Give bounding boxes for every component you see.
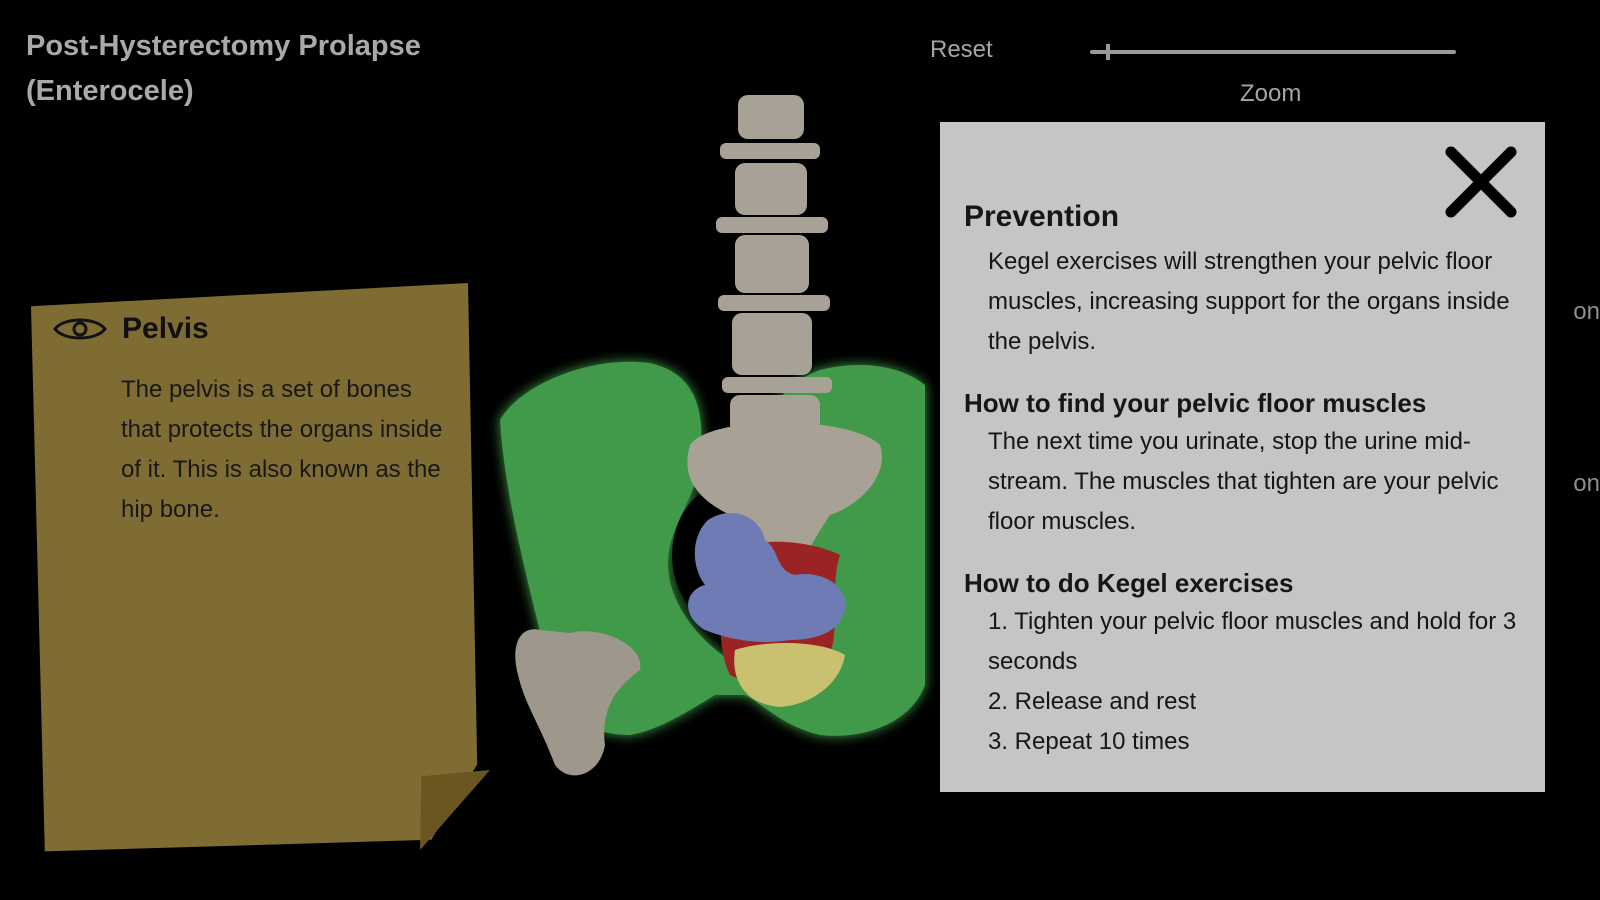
side-label-fragment[interactable]: on	[1573, 298, 1600, 325]
eye-icon[interactable]	[52, 312, 108, 346]
close-icon[interactable]	[1443, 144, 1519, 220]
list-item: 1. Tighten your pelvic floor muscles and hold for 3 seconds	[988, 608, 1517, 675]
note-title: Pelvis	[122, 312, 209, 345]
list-item: 2. Release and rest	[988, 688, 1197, 715]
zoom-label: Zoom	[1240, 80, 1302, 107]
prevention-info-panel	[940, 122, 1545, 792]
anatomy-3d-model[interactable]	[480, 85, 940, 785]
note-header	[52, 312, 209, 346]
side-label-fragment[interactable]: on	[1573, 470, 1600, 497]
section-heading-prevention: Prevention	[964, 200, 1120, 233]
list-item: 3. Repeat 10 times	[988, 728, 1190, 755]
section-heading-find-muscles: How to find your pelvic floor muscles	[964, 388, 1427, 418]
zoom-slider[interactable]	[1090, 50, 1456, 54]
section-heading-kegel: How to do Kegel exercises	[964, 568, 1294, 598]
section-text-find-muscles: The next time you urinate, stop the urine mid-stream. The muscles that tighten are your pelvic floor muscles.	[988, 428, 1499, 535]
reset-button[interactable]: Reset	[930, 36, 993, 63]
note-page-curl	[420, 770, 490, 850]
section-text-prevention: Kegel exercises will strengthen your pelvic floor muscles, increasing support for the organs inside the pelvis.	[988, 248, 1510, 355]
zoom-slider-handle[interactable]	[1106, 44, 1110, 60]
page-title: Post-Hysterectomy Prolapse (Enterocele)	[26, 30, 421, 107]
note-description: The pelvis is a set of bones that protects the organs inside of it. This is also known as the hip bone.	[121, 376, 443, 523]
kegel-steps-list	[988, 602, 1521, 762]
